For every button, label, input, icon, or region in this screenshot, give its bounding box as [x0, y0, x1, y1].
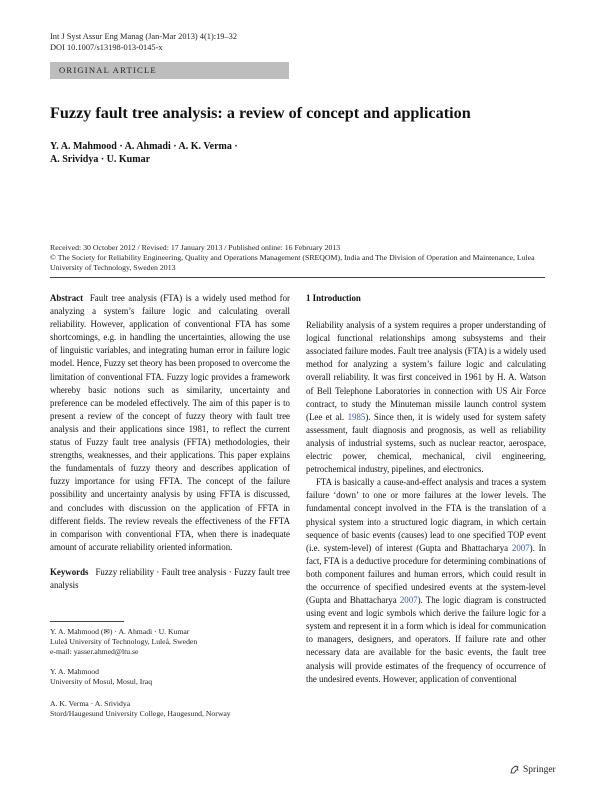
- author-list: [50, 140, 410, 166]
- article-type-banner: ORIGINAL ARTICLE: [50, 62, 289, 79]
- citation-link[interactable]: 2007: [511, 542, 530, 553]
- publisher-logo: [509, 764, 556, 775]
- affiliation-block-1: [50, 627, 290, 656]
- publisher-name: Springer: [523, 764, 556, 775]
- author-line-2: A. Srividya · U. Kumar: [50, 154, 151, 165]
- author-line-1: Y. A. Mahmood · A. Ahmadi · A. K. Verma ·: [50, 141, 238, 152]
- affiliation-authors-1: Y. A. Mahmood (✉) · A. Ahmadi · U. Kumar: [50, 627, 190, 636]
- intro-paragraph-1: [306, 319, 546, 476]
- affiliation-divider: [50, 621, 124, 622]
- intro-p2-text-a: FTA is basically a cause-and-effect analysis and traces a system failure ‘down’ to one or more failures at the lower levels. The fundamental concept involved in the FTA is the translation of a physical system into a structured logic diagram, in which certain sequence of basic events (causes) lead to one specified TOP event (i.e. system-level) of interest (Gupta and Bhattacharya: [306, 477, 546, 553]
- affiliation-block-2: [50, 667, 290, 687]
- abstract-text: Fault tree analysis (FTA) is a widely used method for analyzing a system’s failure logic and calculating overall reliability. However, application of conventional FTA has some shortcomings, e.g. in handling the uncertainties, allowing the use of linguistic variables, and integrating human error in failure logic model. Hence, Fuzzy set theory has been proposed to overcome the limitation of conventional FTA. Fuzzy logic provides a framework whereby basic notions such as similarity, uncertainty and preference can be modeled effectively. The aim of this paper is to present a review of the concept of fuzzy theory with fault tree analysis and their applications since 1981, to reflect the current status of Fuzzy fault tree analysis (FFTA) methodologies, their strengths, weaknesses, and their applications. This paper explains the fundamentals of fuzzy theory and describes application of fuzzy importance for using FFTA. The concept of the failure possibility and uncertainty analysis by using FFTA is discussed, and concludes with discussion on the application of FFTA in different fields. The review reveals the effectiveness of the FFTA in comparison with conventional FTA, when there is inadequate amount of accurate reliability oriented information.: [50, 293, 290, 552]
- affiliation-block-3: [50, 699, 290, 719]
- keywords-label: Keywords: [50, 566, 89, 577]
- section-heading-introduction: 1 Introduction: [306, 293, 361, 303]
- header-divider: [50, 277, 545, 278]
- affiliation-institution-3: Stord/Haugesund University College, Haugesund, Norway: [50, 708, 231, 718]
- intro-p2-text-c: ). The logic diagram is constructed using event and logic symbols which derive the failure logic for a system and represent it in a form which is ideal for communication to managers, designers, and operators. If failure rate and other necessary data are available for the basic events, the fault tree analysis will provide estimates of the frequency of occurrence of the undesired events. However, application of conventional: [306, 595, 546, 684]
- citation-link[interactable]: 1985: [347, 411, 366, 422]
- paper-title: Fuzzy fault tree analysis: a review of concept and application: [50, 104, 471, 122]
- right-column: [306, 292, 546, 686]
- journal-citation: Int J Syst Assur Eng Manag (Jan-Mar 2013) 4(1):19–32: [50, 32, 238, 41]
- intro-paragraph-2: [306, 476, 546, 686]
- affiliation-authors-2: Y. A. Mahmood: [50, 667, 99, 676]
- keywords-text: Fuzzy reliability · Fault tree analysis · Fuzzy fault tree analysis: [50, 566, 290, 590]
- intro-p1-text-b: ). Since then, it is widely used for system safety assessment, fault diagnosis and prognosis, as well as reliability analysis of industrial systems, such as nuclear reactor, aerospace, electric power, chemical, mechanical, civil engineering, petrochemical industry, pipelines, and electronics.: [306, 411, 546, 475]
- affiliation-institution-1: Luleå University of Technology, Luleå, Sweden: [50, 636, 198, 646]
- corresponding-email[interactable]: e-mail: yasser.ahmed@ltu.se: [50, 646, 139, 656]
- springer-horse-icon: [509, 764, 520, 775]
- intro-p1-text-a: Reliability analysis of a system requires a proper understanding of logical functional relationships among subsystems and their associated failure modes. Fault tree analysis (FTA) is a widely used method for analyzing a system’s failure logic and calculating overall reliability. It was first conceived in 1961 by H. A. Watson of Bell Telephone Laboratories in connection with US Air Force contract, to study the Minuteman missile launch control system (Lee et al.: [306, 320, 546, 422]
- affiliation-institution-2: University of Mosul, Mosul, Iraq: [50, 676, 153, 686]
- abstract: [50, 292, 290, 554]
- received-dates: Received: 30 October 2012 / Revised: 17 January 2013 / Published online: 16 February 2013: [50, 243, 341, 252]
- copyright-notice: © The Society for Reliability Engineering, Quality and Operations Management (SREQOM), India and The Division of Operation and Maintenance, Lulea University of Technology, Sweden 2013: [50, 253, 535, 273]
- journal-header: [50, 31, 237, 53]
- citation-link[interactable]: 2007: [399, 595, 418, 606]
- abstract-label: Abstract: [50, 293, 84, 303]
- left-column: [50, 292, 290, 592]
- publication-info: [50, 243, 545, 274]
- affiliation-authors-3: A. K. Verma · A. Srividya: [50, 699, 131, 708]
- doi[interactable]: DOI 10.1007/s13198-013-0145-x: [50, 43, 163, 52]
- keywords: [50, 566, 290, 592]
- intro-p2-text-b: ). In fact, FTA is a deductive procedure for determining combinations of both component failures and human errors, which could result in the occurrence of specified undesired events at the system-level (Gupta and Bhattacharya: [306, 542, 546, 606]
